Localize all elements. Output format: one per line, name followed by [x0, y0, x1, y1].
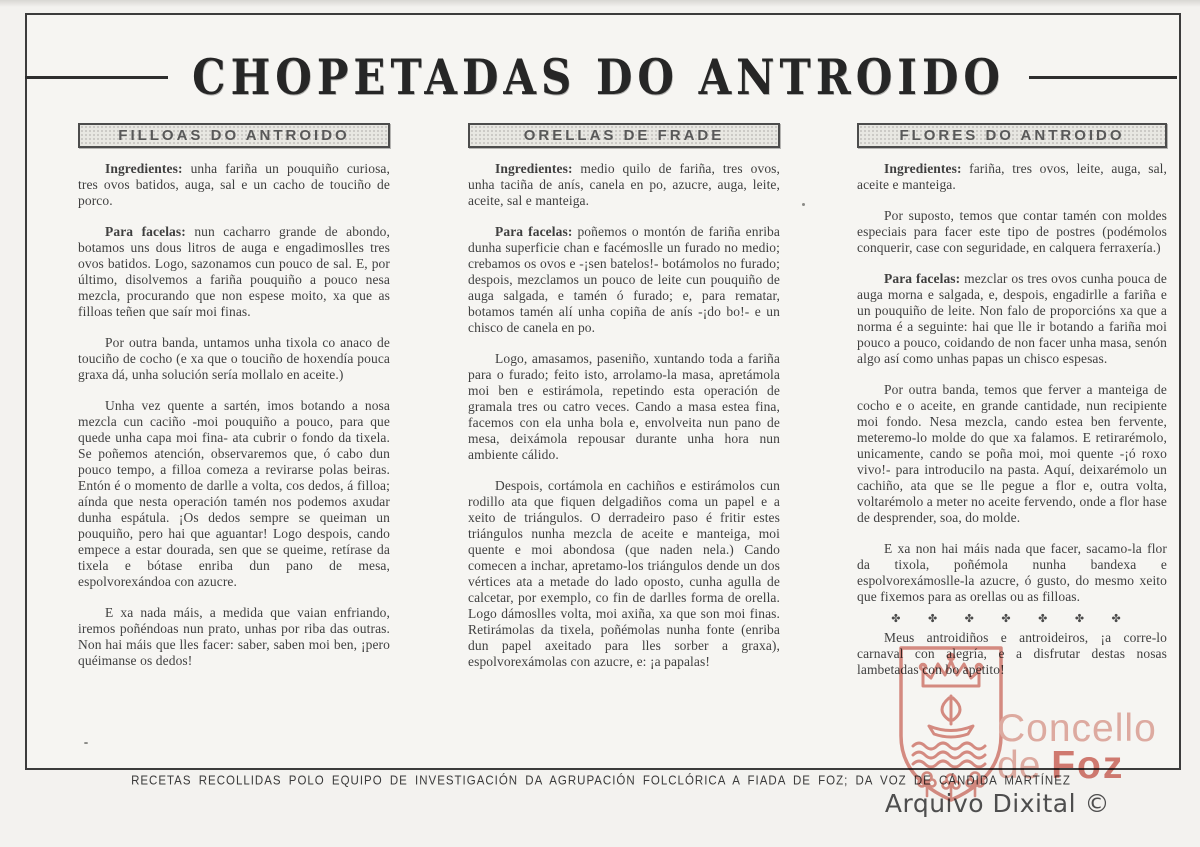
column-header-orellas: ORELLAS DE FRADE [468, 123, 780, 148]
paragraph [78, 224, 390, 320]
paragraph-lead: Para facelas: [495, 224, 573, 239]
paragraph [857, 382, 1167, 526]
paragraph [468, 161, 780, 209]
paragraph-text: fariña, tres ovos, leite, auga, sal, aceite e manteiga. [857, 161, 1167, 192]
column-flores [857, 123, 1167, 693]
paragraph [468, 478, 780, 670]
paragraph-lead: Para facelas: [884, 271, 961, 286]
paragraph-text: unha fariña un pouquiño curiosa, tres ovos batidos, auga, sal e un cacho de touciño de porco. [78, 161, 390, 208]
paragraph [78, 605, 390, 669]
footer-credit: RECETAS RECOLLIDAS POLO EQUIPO DE INVESTIGACIÓN DA AGRUPACIÓN FOLCLÓRICA A FIADA DE FOZ; DA VOZ DE CÁNDIDA MARTÍNEZ [131, 774, 1071, 788]
paragraph-text: Por outra banda, temos que ferver a manteiga de cocho e o aceite, en grande cantidade, nun recipiente moi fondo. Nesa mezcla, cando estea ben fervente, meteremo-lo molde do que xa falamos. E retirarémolo, unicamente, cando se poña moi, moi quente -¡ó roxo vivo!- para introducilo na pasta. Aquí, deixarémolo un cachiño, ata que se lle pegue a flor e, outra volta, voltarémolo a meter no aceite fervendo, onde a flor hase de desprender, soa, do molde. [857, 382, 1167, 525]
paragraph [857, 541, 1167, 605]
scan-edge [0, 0, 1200, 7]
title-rule-right [1029, 76, 1177, 79]
paragraph [78, 335, 390, 383]
paragraph-text: Por outra banda, untamos unha tixola co anaco de touciño de cocho (e xa que o touciño de hoxendía pouca graxa dá, unha solución sería mollalo en aceite.) [78, 335, 390, 382]
ornament-row: ✤ ✤ ✤ ✤ ✤ ✤ ✤ [891, 612, 1133, 625]
paragraph-lead: Ingredientes: [884, 161, 962, 176]
column-header-filloas: FILLOAS DO ANTROIDO [78, 123, 390, 148]
paragraph [468, 351, 780, 463]
paragraph [78, 161, 390, 209]
paragraph-text: E xa nada máis, a medida que vaian enfriando, iremos poñéndoas nun prato, unhas por riba das outras. Non hai máis que lles facer: saber, saben moi ben, ¡pero quéimanse os dedos! [78, 605, 390, 668]
paragraph [857, 161, 1167, 193]
paragraph [468, 224, 780, 336]
title-rule-left [25, 76, 168, 79]
paragraph-text: E xa non hai máis nada que facer, sacamo-la flor da tixola, poñémola nunha bandexa e espolvorexámoslle-la azucre, ó gusto, do mesmo xeito que fixemos para as orellas ou as filloas. [857, 541, 1167, 604]
paragraph-text: mezclar os tres ovos cunha pouca de auga morna e salgada, e, despois, engadirlle a fariña e un pouquiño de leite. Non falo de proporcións xa que a norma é a seguinte: hai que lle ir botando a fariña moi pouco a pouco, coidando de non facer unha masa, senón algo así como unhas papas un chisco espesas. [857, 271, 1167, 366]
watermark-foz: Foz [1051, 744, 1125, 787]
archive-mark: Arquivo Dixital © [884, 789, 1110, 818]
page-title: CHOPETADAS DO ANTROIDO [192, 48, 1005, 106]
paragraph-lead: Ingredientes: [495, 161, 573, 176]
paragraph-text: Despois, cortámola en cachiños e estirámolos cun rodillo ata que fiquen delgadiños coma un papel e a xeito de triángulos. O derradeiro paso é fritir estes triángulos nunha mezcla de aceite e manteiga, moi quente e moi abondosa (que naden nela.) Cando comecen a inchar, apretamo-los triángulos dende un dos vértices ata a metade do lado oposto, cunha agulla de calcetar, por exemplo, co fin de darlles forma de orella. Logo dámoslles volta, moi axiña, xa que son moi finas. Retirámolas da tixela, poñémolas nunha fonte (enriba dun papel axeitado para lles sorber a graxa), espolvorexámolas con azucre, e: ¡a papalas! [468, 478, 780, 669]
paragraph [857, 271, 1167, 367]
column-orellas [468, 123, 780, 685]
paragraph [857, 208, 1167, 256]
watermark-line1: Concello [997, 707, 1157, 750]
paragraph-text: poñemos o montón de fariña enriba dunha superficie chan e facémoslle un furado no medio; crebamos os ovos e -¡sen batelos!- botámolos no furado; despois, mezclamos un pouco de leite cun pouquiño de auga salgada, e tamén ó furado; e, para rematar, botamos tamén alí unha copiña de anís -¡do bo!- e un chisco de canela en po. [468, 224, 780, 335]
closing-paragraph [857, 630, 1167, 678]
paragraph-text: nun cacharro grande de abondo, botamos uns dous litros de auga e engadimoslles tres ovos batidos. Logo, sazonamos cun pouco de sal. E, por último, disolvemos a fariña pouquiño a pouco nesa mezcla, procurando que non espese moito, xa que as filloas teñen que saír moi finas. [78, 224, 390, 319]
paragraph [78, 398, 390, 590]
paragraph-text: Por suposto, temos que contar tamén con moldes especiais para facer este tipo de postres (podémolos conquerir, case con seguridade, en calquera ferraxería.) [857, 208, 1167, 255]
title-row [25, 48, 1177, 106]
scan-speck [84, 742, 88, 744]
scan-speck [802, 203, 805, 206]
column-filloas [78, 123, 390, 684]
column-header-flores: FLORES DO ANTROIDO [857, 123, 1167, 148]
paragraph-text: Unha vez quente a sartén, imos botando a nosa mezcla cun caciño -moi pouquiño a pouco, para que quede unha capa moi fina- ata cubrir o fondo da tixela. Se poñemos atención, observaremos que, ó cabo dun pouco tempo, a filloa comeza a revirarse polas beiras. Entón é o momento de darlle a volta, cos dedos, á filloa; aínda que nesta operación tamén nos podemos axudar dunha espátula. ¡Os dedos sempre se queiman un pouquiño, pero hai que aguantar! Logo despois, cando empece a estar dourada, sen que se queime, retírase da tixela e bótase enriba dun pano de mesa, espolvorexándoa con azucre. [78, 398, 390, 589]
paragraph-text: Logo, amasamos, paseniño, xuntando toda a fariña para o furado; feito isto, arrolamo-la masa, apretámola moi ben e estirámola, repetindo esta operación de gramala tres ou catro veces. Cando a masa estea fina, facemos con ela unha bola e, envolveita nun pano de mesa, deixámola repousar durante unha hora nun ambiente cálido. [468, 351, 780, 462]
paragraph-lead: Para facelas: [105, 224, 186, 239]
watermark-de: de [997, 744, 1052, 787]
paragraph-text: medio quilo de fariña, tres ovos, unha taciña de anís, canela en po, azucre, auga, leite, aceite, sal e manteiga. [468, 161, 780, 208]
paragraph-text: Meus antroidiños e antroideiros, ¡a corre-lo carnaval con alegría, e a disfrutar destas nosas lambetadas con bo apetito! [857, 630, 1167, 677]
paragraph-lead: Ingredientes: [105, 161, 183, 176]
